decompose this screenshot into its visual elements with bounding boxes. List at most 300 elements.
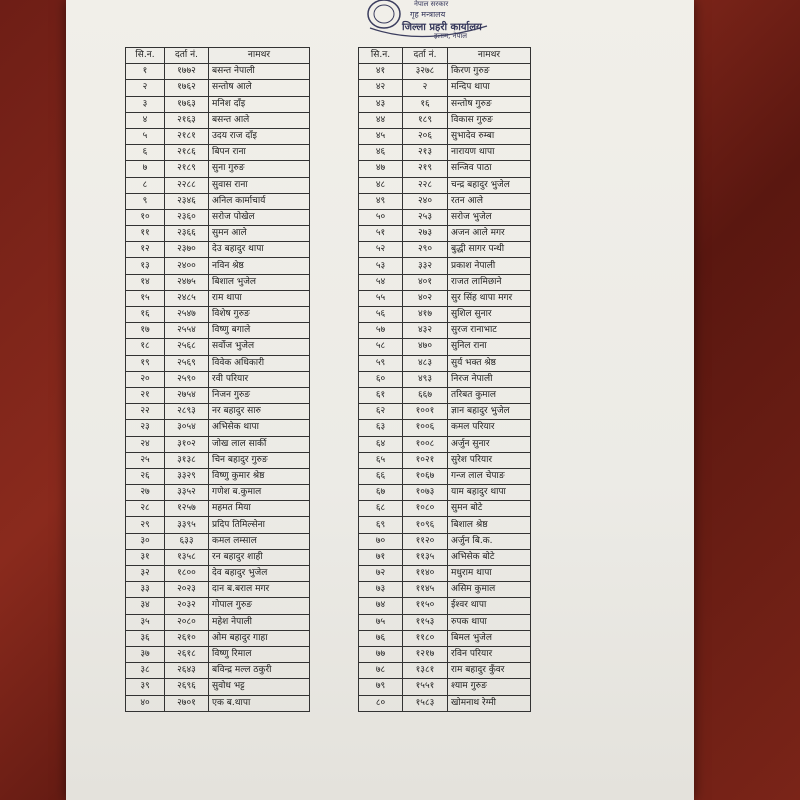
registration-number-cell: ४१७ — [403, 307, 448, 323]
table-row — [126, 566, 310, 582]
name-cell: एक ब.थापा — [209, 695, 310, 711]
serial-number-cell: २ — [126, 80, 165, 96]
name-cell: किरण गुरुङ — [448, 64, 531, 80]
serial-number-cell: २९ — [126, 517, 165, 533]
table-row — [359, 485, 531, 501]
registration-number-cell: २५६८ — [165, 339, 209, 355]
registration-number-cell: २ — [403, 80, 448, 96]
serial-number-cell: १५ — [126, 290, 165, 306]
registration-number-cell: ३१०२ — [165, 436, 209, 452]
stamp-line-2: गृह मन्त्रालय — [410, 10, 446, 19]
registration-number-cell: १७६३ — [165, 96, 209, 112]
name-cell: ओम बहादुर गाहा — [209, 630, 310, 646]
name-cell: मनिश दाँइ — [209, 96, 310, 112]
table-row — [359, 339, 531, 355]
registration-number-cell: १६ — [403, 96, 448, 112]
registration-number-cell: ४३२ — [403, 323, 448, 339]
table-row — [359, 323, 531, 339]
table-row — [359, 501, 531, 517]
registration-number-cell: ३३९५ — [165, 517, 209, 533]
table-row — [359, 193, 531, 209]
registration-number-cell: ४९३ — [403, 371, 448, 387]
table-row — [359, 387, 531, 403]
table-row — [359, 549, 531, 565]
table-row — [126, 307, 310, 323]
name-cell: कमल परियार — [448, 420, 531, 436]
name-cell: नविन श्रेष्ठ — [209, 258, 310, 274]
serial-number-cell: ७५ — [359, 614, 403, 630]
name-cell: गणेश ब.कुमाल — [209, 485, 310, 501]
serial-number-cell: ३५ — [126, 614, 165, 630]
table-row — [126, 161, 310, 177]
registration-number-cell: १००८ — [403, 436, 448, 452]
registration-number-cell: २५४७ — [165, 307, 209, 323]
registration-number-cell: ३२७८ — [403, 64, 448, 80]
name-cell: रविन परियार — [448, 646, 531, 662]
name-cell: अभिसेक बोटे — [448, 549, 531, 565]
table-row — [126, 452, 310, 468]
table-row — [126, 145, 310, 161]
serial-number-cell: ३ — [126, 96, 165, 112]
name-cell: असिम कुमाल — [448, 582, 531, 598]
serial-number-cell: ६३ — [359, 420, 403, 436]
header-serial-number: सि.न. — [126, 48, 165, 64]
serial-number-cell: ५५ — [359, 290, 403, 306]
name-cell: जोख लाल सार्की — [209, 436, 310, 452]
name-cell: ज्ञान बहादुर भुजेल — [448, 404, 531, 420]
name-cell: अर्जुन बि.क. — [448, 533, 531, 549]
serial-number-cell: ४४ — [359, 112, 403, 128]
registration-number-cell: ११४० — [403, 566, 448, 582]
name-cell: मन्दिप थापा — [448, 80, 531, 96]
name-cell: सुशिल सुनार — [448, 307, 531, 323]
serial-number-cell: ८ — [126, 177, 165, 193]
table-row — [359, 226, 531, 242]
name-cell: गन्ज लाल चेपाङ — [448, 468, 531, 484]
registration-number-cell: ११२० — [403, 533, 448, 549]
serial-number-cell: २६ — [126, 468, 165, 484]
name-cell: बिमल भुजेल — [448, 630, 531, 646]
name-cell: बसन्त नेपाली — [209, 64, 310, 80]
name-cell: महमत मिया — [209, 501, 310, 517]
table-row — [126, 339, 310, 355]
name-cell: राम बहादुर कुँवर — [448, 663, 531, 679]
table-row — [126, 646, 310, 662]
registration-number-cell: ११५३ — [403, 614, 448, 630]
table-row — [126, 64, 310, 80]
serial-number-cell: ५१ — [359, 226, 403, 242]
table-row — [126, 242, 310, 258]
serial-number-cell: ३७ — [126, 646, 165, 662]
serial-number-cell: १४ — [126, 274, 165, 290]
registration-number-cell: २६४३ — [165, 663, 209, 679]
stamp-line-3: जिल्ला प्रहरी कार्यालय — [402, 22, 482, 33]
registration-number-cell: १८०० — [165, 566, 209, 582]
table-row — [126, 404, 310, 420]
table-row — [126, 96, 310, 112]
registration-number-cell: ४०२ — [403, 290, 448, 306]
serial-number-cell: २० — [126, 371, 165, 387]
table-row — [126, 679, 310, 695]
name-cell: नारायण थापा — [448, 145, 531, 161]
name-cell: सुवास राना — [209, 177, 310, 193]
registration-number-cell: ३३५२ — [165, 485, 209, 501]
serial-number-cell: ७१ — [359, 549, 403, 565]
name-cell: कमल लम्साल — [209, 533, 310, 549]
table-row — [359, 128, 531, 144]
registration-number-cell: २३४६ — [165, 193, 209, 209]
serial-number-cell: ३३ — [126, 582, 165, 598]
name-cell: चिन बहादुर गुरुङ — [209, 452, 310, 468]
registration-number-cell: २७५४ — [165, 387, 209, 403]
serial-number-cell: १ — [126, 64, 165, 80]
serial-number-cell: ४९ — [359, 193, 403, 209]
name-cell: विशेष गुरुङ — [209, 307, 310, 323]
serial-number-cell: ४३ — [359, 96, 403, 112]
registration-number-cell: २६१० — [165, 630, 209, 646]
registration-number-cell: २०२३ — [165, 582, 209, 598]
table-row — [359, 371, 531, 387]
serial-number-cell: ८० — [359, 695, 403, 711]
table-row — [126, 274, 310, 290]
serial-number-cell: ४ — [126, 112, 165, 128]
registration-number-cell: २१८१ — [165, 128, 209, 144]
name-cell: ईश्वर थापा — [448, 598, 531, 614]
table-row — [126, 436, 310, 452]
serial-number-cell: ७७ — [359, 646, 403, 662]
name-cell: अजन आले मगर — [448, 226, 531, 242]
serial-number-cell: ७८ — [359, 663, 403, 679]
table-row — [359, 630, 531, 646]
name-cell: सुर्य भक्त श्रेष्ठ — [448, 355, 531, 371]
registration-number-cell: ६६७ — [403, 387, 448, 403]
serial-number-cell: ३६ — [126, 630, 165, 646]
stamp-line-1: नेपाल सरकार — [414, 0, 449, 8]
table-row — [126, 371, 310, 387]
table-row — [359, 582, 531, 598]
serial-number-cell: ७० — [359, 533, 403, 549]
registration-number-cell: २८९३ — [165, 404, 209, 420]
serial-number-cell: ४१ — [359, 64, 403, 80]
name-cell: अनिल कार्माचार्य — [209, 193, 310, 209]
header-registration-number: दर्ता नं. — [165, 48, 209, 64]
serial-number-cell: ६५ — [359, 452, 403, 468]
registration-number-cell: २६१८ — [165, 646, 209, 662]
serial-number-cell: ३९ — [126, 679, 165, 695]
registration-number-cell: २२८८ — [165, 177, 209, 193]
serial-number-cell: ५७ — [359, 323, 403, 339]
registration-number-cell: २१८६ — [165, 145, 209, 161]
serial-number-cell: १९ — [126, 355, 165, 371]
serial-number-cell: १२ — [126, 242, 165, 258]
serial-number-cell: २१ — [126, 387, 165, 403]
name-cell: रन बहादुर शाही — [209, 549, 310, 565]
table-row — [359, 242, 531, 258]
table-row — [126, 614, 310, 630]
table-row — [359, 355, 531, 371]
name-cell: विकास गुरुङ — [448, 112, 531, 128]
table-row — [126, 501, 310, 517]
registration-table-left — [125, 47, 310, 712]
name-cell: प्रकाश नेपाली — [448, 258, 531, 274]
registration-number-cell: २०८० — [165, 614, 209, 630]
registration-number-cell: १७६२ — [165, 80, 209, 96]
registration-number-cell: ४८३ — [403, 355, 448, 371]
name-cell: देव बहादुर भुजेल — [209, 566, 310, 582]
table-row — [126, 209, 310, 225]
registration-number-cell: १००१ — [403, 404, 448, 420]
registration-number-cell: १८९ — [403, 112, 448, 128]
table-row — [359, 404, 531, 420]
name-cell: अर्जुन सुनार — [448, 436, 531, 452]
table-row — [359, 695, 531, 711]
serial-number-cell: १६ — [126, 307, 165, 323]
stamp-line-4: इलाम, नेपाल — [434, 32, 468, 40]
table-row — [359, 420, 531, 436]
serial-number-cell: ६१ — [359, 387, 403, 403]
name-cell: श्याम गुरुङ — [448, 679, 531, 695]
serial-number-cell: २३ — [126, 420, 165, 436]
registration-number-cell: २३७० — [165, 242, 209, 258]
table-row — [126, 582, 310, 598]
table-row — [359, 533, 531, 549]
table-row — [359, 96, 531, 112]
name-cell: निरज नेपाली — [448, 371, 531, 387]
registration-number-cell: २१९ — [403, 161, 448, 177]
name-cell: प्रदिप तिमिल्सेना — [209, 517, 310, 533]
name-cell: खोमनाथ रेग्मी — [448, 695, 531, 711]
name-cell: उदय राज दाँइ — [209, 128, 310, 144]
table-row — [359, 80, 531, 96]
serial-number-cell: ५० — [359, 209, 403, 225]
table-row — [126, 468, 310, 484]
registration-number-cell: ३१३८ — [165, 452, 209, 468]
table-row — [359, 112, 531, 128]
registration-number-cell: २४८५ — [165, 290, 209, 306]
name-cell: सुरेश परियार — [448, 452, 531, 468]
serial-number-cell: ७२ — [359, 566, 403, 582]
serial-number-cell: ५८ — [359, 339, 403, 355]
serial-number-cell: ७६ — [359, 630, 403, 646]
registration-number-cell: ३०५४ — [165, 420, 209, 436]
serial-number-cell: ६ — [126, 145, 165, 161]
registration-table-right — [358, 47, 531, 712]
serial-number-cell: ४६ — [359, 145, 403, 161]
table-row — [126, 128, 310, 144]
name-cell: विष्णु रिमाल — [209, 646, 310, 662]
serial-number-cell: १३ — [126, 258, 165, 274]
table-row — [126, 549, 310, 565]
name-cell: रुपक थापा — [448, 614, 531, 630]
table-header-row — [126, 48, 310, 64]
header-serial-number: सि.न. — [359, 48, 403, 64]
name-cell: सरोज भुजेल — [448, 209, 531, 225]
name-cell: महेश नेपाली — [209, 614, 310, 630]
serial-number-cell: ३० — [126, 533, 165, 549]
serial-number-cell: ६४ — [359, 436, 403, 452]
name-cell: सुनिल राना — [448, 339, 531, 355]
name-cell: बसन्त आले — [209, 112, 310, 128]
registration-number-cell: २५६९ — [165, 355, 209, 371]
header-registration-number: दर्ता नं. — [403, 48, 448, 64]
name-cell: नर बहादुर सारु — [209, 404, 310, 420]
name-cell: गोपाल गुरुङ — [209, 598, 310, 614]
registration-number-cell: ४०१ — [403, 274, 448, 290]
serial-number-cell: ५३ — [359, 258, 403, 274]
table-row — [126, 485, 310, 501]
serial-number-cell: ३८ — [126, 663, 165, 679]
serial-number-cell: ७४ — [359, 598, 403, 614]
registration-number-cell: २९० — [403, 242, 448, 258]
serial-number-cell: ६० — [359, 371, 403, 387]
registration-number-cell: ६३३ — [165, 533, 209, 549]
registration-number-cell: २१३ — [403, 145, 448, 161]
serial-number-cell: ९ — [126, 193, 165, 209]
table-row — [126, 323, 310, 339]
table-row — [359, 436, 531, 452]
registration-number-cell: २३६६ — [165, 226, 209, 242]
table-row — [126, 695, 310, 711]
table-row — [359, 290, 531, 306]
table-row — [359, 307, 531, 323]
registration-number-cell: २३६० — [165, 209, 209, 225]
registration-number-cell: ११३५ — [403, 549, 448, 565]
table-row — [359, 258, 531, 274]
registration-number-cell: १२५७ — [165, 501, 209, 517]
name-cell: सुमन बोटे — [448, 501, 531, 517]
name-cell: विवेक अधिकारी — [209, 355, 310, 371]
table-row — [126, 112, 310, 128]
registration-number-cell: १०२१ — [403, 452, 448, 468]
registration-number-cell: २५९० — [165, 371, 209, 387]
table-header-row — [359, 48, 531, 64]
name-cell: बविन्द्र मल्ल ठकुरी — [209, 663, 310, 679]
registration-number-cell: २१६३ — [165, 112, 209, 128]
serial-number-cell: ११ — [126, 226, 165, 242]
table-row — [126, 193, 310, 209]
name-cell: सुना गुरुङ — [209, 161, 310, 177]
registration-number-cell: २५३ — [403, 209, 448, 225]
table-row — [359, 517, 531, 533]
name-cell: बिपन राना — [209, 145, 310, 161]
table-row — [359, 274, 531, 290]
registration-number-cell: १००६ — [403, 420, 448, 436]
serial-number-cell: ६२ — [359, 404, 403, 420]
serial-number-cell: ५४ — [359, 274, 403, 290]
registration-number-cell: १०९६ — [403, 517, 448, 533]
name-cell: अभिसेक थापा — [209, 420, 310, 436]
table-row — [126, 177, 310, 193]
serial-number-cell: २५ — [126, 452, 165, 468]
name-cell: सन्जिव पाठा — [448, 161, 531, 177]
table-row — [359, 161, 531, 177]
name-cell: सुरज रानाभाट — [448, 323, 531, 339]
table-row — [126, 258, 310, 274]
name-cell: बिशाल भुजेल — [209, 274, 310, 290]
registration-number-cell: ३३२ — [403, 258, 448, 274]
name-cell: रवी परियार — [209, 371, 310, 387]
table-row — [126, 533, 310, 549]
serial-number-cell: ५ — [126, 128, 165, 144]
name-cell: निजन गुरुङ — [209, 387, 310, 403]
table-row — [359, 177, 531, 193]
table-row — [359, 646, 531, 662]
table-row — [359, 209, 531, 225]
name-cell: देउ बहादुर थापा — [209, 242, 310, 258]
serial-number-cell: ५९ — [359, 355, 403, 371]
serial-number-cell: ५६ — [359, 307, 403, 323]
name-cell: सर्वोज भुजेल — [209, 339, 310, 355]
name-cell: बुद्धी सागर पन्थी — [448, 242, 531, 258]
registration-number-cell: १०७३ — [403, 485, 448, 501]
serial-number-cell: २२ — [126, 404, 165, 420]
registration-number-cell: २०६ — [403, 128, 448, 144]
registration-number-cell: ११५० — [403, 598, 448, 614]
registration-number-cell: १०८० — [403, 501, 448, 517]
registration-number-cell: १३८१ — [403, 663, 448, 679]
name-cell: चन्द्र बहादुर भुजेल — [448, 177, 531, 193]
serial-number-cell: ६८ — [359, 501, 403, 517]
registration-number-cell: १२१७ — [403, 646, 448, 662]
serial-number-cell: २८ — [126, 501, 165, 517]
name-cell: सुमन आले — [209, 226, 310, 242]
name-cell: सुभादेव रुम्बा — [448, 128, 531, 144]
table-row — [359, 679, 531, 695]
registration-number-cell: २६९६ — [165, 679, 209, 695]
registration-number-cell: २४७५ — [165, 274, 209, 290]
table-row — [126, 598, 310, 614]
name-cell: तरिबत कुमाल — [448, 387, 531, 403]
serial-number-cell: ७३ — [359, 582, 403, 598]
table-row — [126, 420, 310, 436]
office-seal-stamp — [362, 0, 492, 48]
registration-number-cell: २२८ — [403, 177, 448, 193]
table-row — [126, 290, 310, 306]
name-cell: विष्णु कुमार श्रेष्ठ — [209, 468, 310, 484]
table-row — [126, 226, 310, 242]
registration-number-cell: १०६७ — [403, 468, 448, 484]
registration-number-cell: २५५४ — [165, 323, 209, 339]
name-cell: राजत लामिछाने — [448, 274, 531, 290]
serial-number-cell: ७ — [126, 161, 165, 177]
table-row — [359, 452, 531, 468]
serial-number-cell: २४ — [126, 436, 165, 452]
serial-number-cell: ३१ — [126, 549, 165, 565]
serial-number-cell: १० — [126, 209, 165, 225]
registration-number-cell: २७०१ — [165, 695, 209, 711]
name-cell: सुवोध भट्ट — [209, 679, 310, 695]
header-name: नामथर — [209, 48, 310, 64]
name-cell: सन्तोष आले — [209, 80, 310, 96]
registration-number-cell: १५८३ — [403, 695, 448, 711]
name-cell: राम थापा — [209, 290, 310, 306]
registration-number-cell: ११४५ — [403, 582, 448, 598]
table-row — [359, 566, 531, 582]
serial-number-cell: ४० — [126, 695, 165, 711]
serial-number-cell: २७ — [126, 485, 165, 501]
table-row — [359, 663, 531, 679]
table-row — [359, 145, 531, 161]
table-row — [359, 468, 531, 484]
serial-number-cell: ४८ — [359, 177, 403, 193]
registration-number-cell: २४० — [403, 193, 448, 209]
serial-number-cell: ४७ — [359, 161, 403, 177]
serial-number-cell: ५२ — [359, 242, 403, 258]
serial-number-cell: ३४ — [126, 598, 165, 614]
serial-number-cell: ७९ — [359, 679, 403, 695]
table-row — [359, 64, 531, 80]
serial-number-cell: ४२ — [359, 80, 403, 96]
